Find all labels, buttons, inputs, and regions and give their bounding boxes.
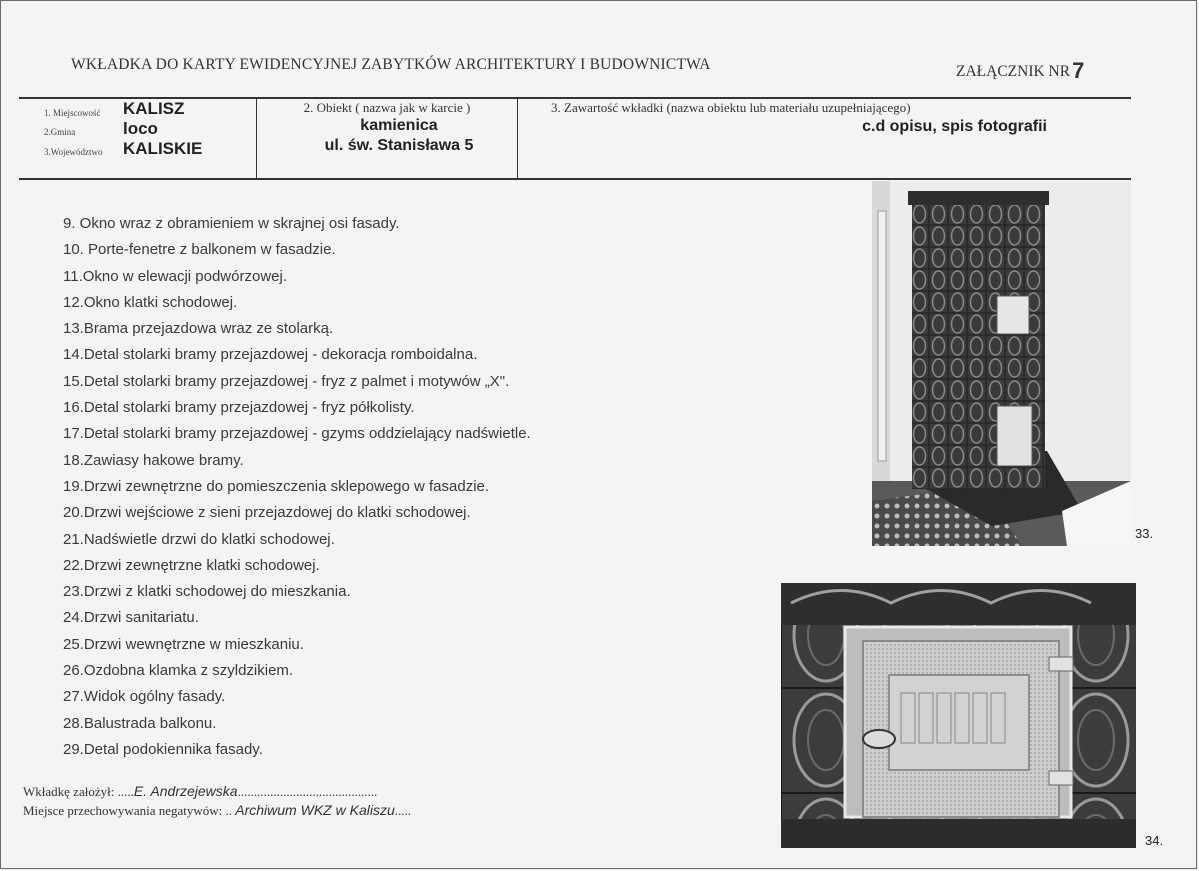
list-item: 13.Brama przejazdowa wraz ze stolarką. xyxy=(63,320,334,338)
object-address: ul. św. Stanisława 5 xyxy=(324,137,474,154)
storage-dots: ..... xyxy=(394,803,411,818)
list-item: 27.Widok ogólny fasady. xyxy=(63,688,226,706)
attachment-number: 7 xyxy=(1072,58,1085,83)
photo-34-number: 34. xyxy=(1145,833,1164,848)
list-item: 28.Balustrada balkonu. xyxy=(63,714,217,732)
list-item: 19.Drzwi zewnętrzne do pomieszczenia sklepowego w fasadzie. xyxy=(63,477,490,495)
contents-label: 3. Zawartość wkładki (nazwa obiektu lub materiału uzupełniającego) xyxy=(551,100,911,115)
wojewodztwo-label: 3.Województwo xyxy=(44,147,103,157)
list-item: 12.Okno klatki schodowej. xyxy=(63,293,238,311)
author-dots: ........................................... xyxy=(237,784,378,799)
list-item: 26.Ozdobna klamka z szyldzikiem. xyxy=(63,662,294,680)
photo-list xyxy=(63,211,531,763)
list-item: 15.Detal stolarki bramy przejazdowej - fryz z palmet i motywów „X". xyxy=(63,372,510,390)
list-item: 23.Drzwi z klatki schodowej do mieszkania. xyxy=(63,583,351,601)
contents-value: c.d opisu, spis fotografii xyxy=(862,118,1047,135)
photo-tiled-stove xyxy=(872,181,1131,546)
list-item: 24.Drzwi sanitariatu. xyxy=(63,609,199,627)
list-item: 18.Zawiasy hakowe bramy. xyxy=(63,451,244,469)
object-name: kamienica xyxy=(360,117,438,134)
list-item: 16.Detal stolarki bramy przejazdowej - fryz półkolisty. xyxy=(63,399,415,417)
object-label: 2. Obiekt ( nazwa jak w karcie ) xyxy=(303,100,471,115)
attachment-text: ZAŁĄCZNIK NR xyxy=(956,63,1071,80)
storage-label: Miejsce przechowywania negatywów: .. xyxy=(23,803,236,818)
document-title: WKŁADKA DO KARTY EWIDENCYJNEJ ZABYTKÓW ARCHITEKTURY I BUDOWNICTWA xyxy=(71,56,711,73)
gmina-value: loco xyxy=(123,119,158,138)
stove-door-image xyxy=(781,583,1136,848)
storage-name: Archiwum WKZ w Kaliszu xyxy=(235,802,395,818)
list-item: 29.Detal podokiennika fasady. xyxy=(63,740,263,758)
author-name: E. Andrzejewska xyxy=(133,783,238,799)
stove-image xyxy=(872,181,1131,546)
list-item: 14.Detal stolarki bramy przejazdowej - dekoracja romboidalna. xyxy=(63,346,478,364)
footer-author xyxy=(23,783,377,800)
miejscowosc-label: 1. Miejscowość xyxy=(44,108,101,118)
list-item: 22.Drzwi zewnętrzne klatki schodowej. xyxy=(63,556,320,574)
footer-storage xyxy=(23,802,411,819)
photo-stove-door xyxy=(781,583,1136,848)
list-item: 25.Drzwi wewnętrzne w mieszkaniu. xyxy=(63,635,304,653)
list-item: 11.Okno w elewacji podwórzowej. xyxy=(63,267,287,285)
author-label: Wkładkę założył: ..... xyxy=(23,784,134,799)
photo-33-number: 33. xyxy=(1135,526,1154,541)
miejscowosc-value: KALISZ xyxy=(123,99,185,118)
gmina-label: 2.Gmina xyxy=(44,127,76,137)
list-item: 9. Okno wraz z obramieniem w skrajnej osi fasady. xyxy=(63,215,400,232)
list-item: 10. Porte-fenetre z balkonem w fasadzie. xyxy=(63,241,336,259)
list-item: 17.Detal stolarki bramy przejazdowej - gzyms oddzielający nadświetle. xyxy=(63,425,531,443)
wojewodztwo-value: KALISKIE xyxy=(123,139,203,158)
table-divider xyxy=(256,97,257,180)
attachment-label xyxy=(956,56,1084,82)
list-item: 21.Nadświetle drzwi do klatki schodowej. xyxy=(63,530,335,548)
list-item: 20.Drzwi wejściowe z sieni przejazdowej do klatki schodowej. xyxy=(63,504,471,522)
